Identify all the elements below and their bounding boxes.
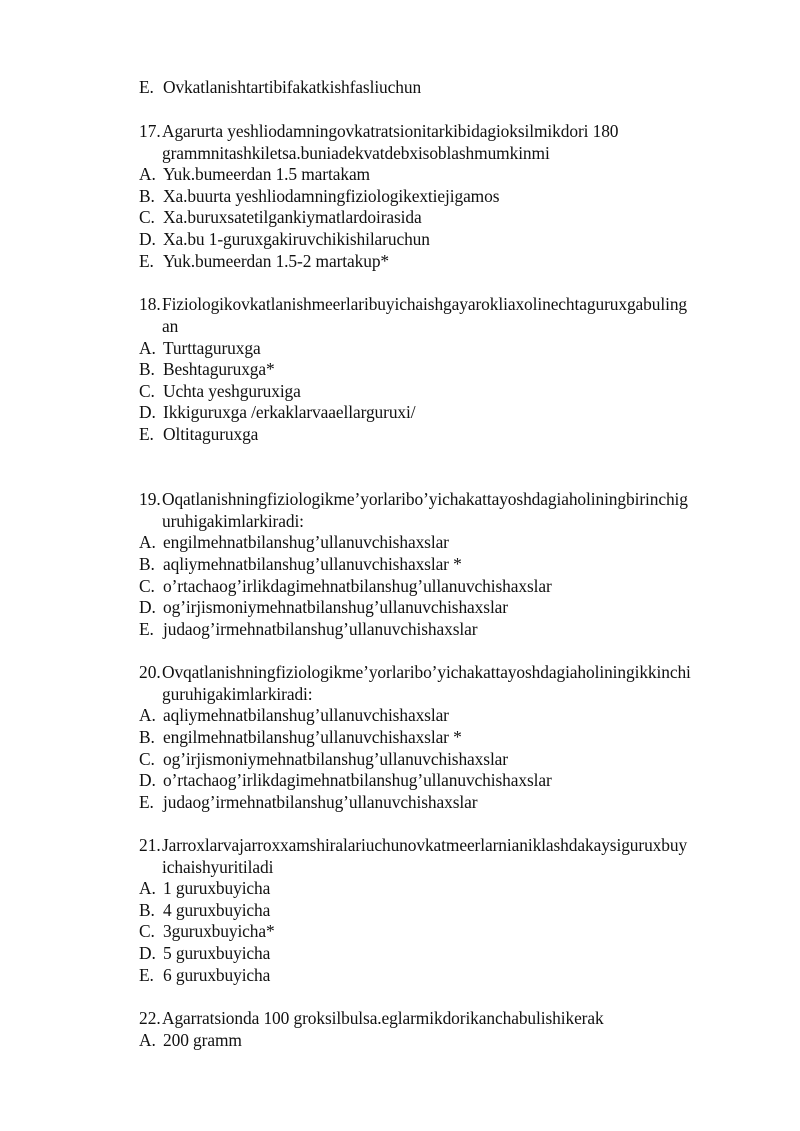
option-line — [139, 942, 270, 964]
option-letter: C. — [139, 207, 155, 227]
option-line — [139, 877, 270, 899]
option-line — [139, 791, 477, 813]
option-text: engilmehnatbilanshug’ullanuvchishaxslar — [163, 532, 449, 552]
option-letter: E. — [139, 619, 154, 639]
option-letter: B. — [139, 554, 155, 574]
option-letter: B. — [139, 900, 155, 920]
question-text-line: Agarratsionda 100 groksilbulsa.eglarmikdorikanchabulishikerak — [162, 1008, 604, 1028]
option-letter: C. — [139, 921, 155, 941]
option-line — [139, 380, 301, 402]
option-line — [139, 228, 430, 250]
option-letter: C. — [139, 381, 155, 401]
option-text: judaog’irmehnatbilanshug’ullanuvchishaxslar — [163, 619, 478, 639]
question-number: 19. — [139, 489, 161, 509]
option-text: Yuk.bumeerdan 1.5-2 martakup* — [163, 251, 390, 271]
option-line — [139, 748, 508, 770]
option-letter: C. — [139, 576, 155, 596]
option-text: og’irjismoniymehnatbilanshug’ullanuvchishaxslar — [163, 597, 508, 617]
option-letter: B. — [139, 186, 155, 206]
option-text: judaog’irmehnatbilanshug’ullanuvchishaxslar — [163, 792, 478, 812]
option-letter: E. — [139, 77, 154, 97]
option-letter: D. — [139, 402, 156, 422]
option-text: Ovkatlanishtartibifakatkishfasliuchun — [163, 77, 422, 97]
option-letter: A. — [139, 164, 156, 184]
option-text: o’rtachaog’irlikdagimehnatbilanshug’ullanuvchishaxslar — [163, 576, 552, 596]
option-line — [139, 531, 449, 553]
option-letter: B. — [139, 359, 155, 379]
question-text-line: Jarroxlarvajarroxxamshiralariuchunovkatmeerlarnianiklashdakaysiguruxbuy — [162, 835, 688, 855]
option-text: 3guruxbuyicha* — [163, 921, 275, 941]
option-line — [139, 596, 508, 618]
option-letter: D. — [139, 229, 156, 249]
option-letter: D. — [139, 597, 156, 617]
option-text: o’rtachaog’irlikdagimehnatbilanshug’ullanuvchishaxslar — [163, 770, 552, 790]
option-line — [139, 704, 449, 726]
option-line — [139, 964, 270, 986]
question-text-line: an — [162, 316, 179, 336]
option-letter: E. — [139, 424, 154, 444]
option-text: 4 guruxbuyicha — [163, 900, 271, 920]
option-line — [139, 185, 499, 207]
option-letter: C. — [139, 749, 155, 769]
option-text: engilmehnatbilanshug’ullanuvchishaxslar * — [163, 727, 462, 747]
option-text: Beshtaguruxga* — [163, 359, 275, 379]
option-line — [139, 163, 370, 185]
option-letter: A. — [139, 338, 156, 358]
option-text: Yuk.bumeerdan 1.5 martakam — [163, 164, 370, 184]
option-line — [139, 553, 462, 575]
option-text: Ikkiguruxga /erkaklarvaaellarguruxi/ — [163, 402, 416, 422]
option-text: og’irjismoniymehnatbilanshug’ullanuvchishaxslar — [163, 749, 508, 769]
option-text: aqliymehnatbilanshug’ullanuvchishaxslar * — [163, 554, 462, 574]
option-text: Turttaguruxga — [163, 338, 261, 358]
question-text-line: Ovqatlanishningfiziologikme’yorlaribo’yichakattayoshdagiaholiningikkinchi — [162, 662, 691, 682]
option-letter: E. — [139, 792, 154, 812]
option-line — [139, 206, 422, 228]
question-number: 18. — [139, 294, 161, 314]
question-text-line: guruhigakimlarkiradi: — [162, 684, 313, 704]
question-text-line: grammnitashkiletsa.buniadekvatdebxisoblashmumkinmi — [162, 143, 550, 163]
option-letter: A. — [139, 1030, 156, 1050]
option-letter: D. — [139, 943, 156, 963]
question-number: 20. — [139, 662, 161, 682]
question-text-line: Fiziologikovkatlanishmeerlaribuyichaishgayarokliaxolinechtaguruxgabuling — [162, 294, 688, 314]
option-text: aqliymehnatbilanshug’ullanuvchishaxslar — [163, 705, 449, 725]
option-letter: B. — [139, 727, 155, 747]
option-text: Xa.bu 1-guruxgakiruvchikishilaruchun — [163, 229, 430, 249]
option-text: Xa.buruxsatetilgankiymatlardoirasida — [163, 207, 422, 227]
option-text: 1 guruxbuyicha — [163, 878, 271, 898]
option-line — [139, 250, 389, 272]
question-number: 17. — [139, 121, 161, 141]
option-line — [139, 920, 275, 942]
question-number: 22. — [139, 1008, 161, 1028]
question-text-line: ichaishyuritiladi — [162, 857, 274, 877]
option-text: Xa.buurta yeshliodamningfiziologikextiejigamos — [163, 186, 500, 206]
option-line — [139, 769, 552, 791]
option-line — [139, 76, 421, 98]
option-text: Uchta yeshguruxiga — [163, 381, 301, 401]
option-line — [139, 575, 552, 597]
option-letter: E. — [139, 965, 154, 985]
option-line — [139, 423, 258, 445]
option-letter: A. — [139, 705, 156, 725]
option-line — [139, 618, 477, 640]
option-letter: E. — [139, 251, 154, 271]
option-line — [139, 401, 416, 423]
question-text-line: uruhigakimlarkiradi: — [162, 511, 304, 531]
option-line — [139, 899, 270, 921]
option-letter: A. — [139, 878, 156, 898]
option-text: 6 guruxbuyicha — [163, 965, 271, 985]
question-text-line: Oqatlanishningfiziologikme’yorlaribo’yichakattayoshdagiaholiningbirinchig — [162, 489, 688, 509]
option-letter: D. — [139, 770, 156, 790]
option-line — [139, 1029, 242, 1051]
question-number: 21. — [139, 835, 161, 855]
option-text: 200 gramm — [163, 1030, 242, 1050]
option-line — [139, 337, 261, 359]
question-text-line: Agarurta yeshliodamningovkatratsionitarkibidagioksilmikdori 180 — [162, 121, 619, 141]
option-line — [139, 726, 462, 748]
option-letter: A. — [139, 532, 156, 552]
option-text: 5 guruxbuyicha — [163, 943, 271, 963]
option-line — [139, 358, 275, 380]
option-text: Oltitaguruxga — [163, 424, 259, 444]
